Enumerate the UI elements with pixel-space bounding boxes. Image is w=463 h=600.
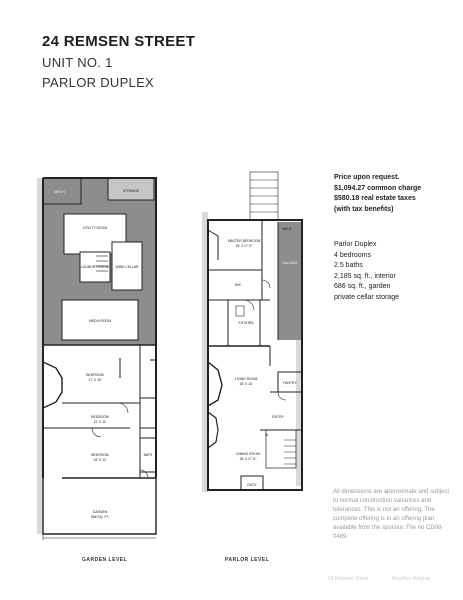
- label-bedroom-low-dim: 18' X 12': [93, 458, 107, 462]
- detail-item: 686 sq. ft., garden: [334, 283, 391, 290]
- label-utility: UTILITY ROOM: [82, 226, 108, 230]
- footer-left: 24 Remsen Street: [328, 576, 369, 582]
- detail-item: private cellar storage: [334, 293, 399, 301]
- label-storage: STORAGE: [122, 189, 140, 193]
- label-bedroom-low: BEDROOM: [91, 453, 109, 457]
- label-dining-dim: 18' X 17' 6": [239, 457, 257, 461]
- detail-item: 4 bedrooms: [334, 251, 371, 259]
- label-wine: WINE CELLAR: [115, 265, 139, 269]
- parlor-level-plan: [202, 172, 302, 492]
- label-closet: CL: [264, 433, 270, 437]
- building-address: 24 REMSEN STREET: [42, 33, 196, 50]
- label-living-dim: 18' X 16': [239, 382, 253, 386]
- label-bedroom-mid: BEDROOM: [91, 415, 109, 419]
- label-master-dim: 18' X 17' 6": [235, 244, 253, 248]
- closet: [140, 398, 156, 428]
- label-pantry: PANTRY: [283, 381, 297, 385]
- entry-hall: [266, 430, 296, 468]
- label-deck: DECK: [247, 483, 257, 487]
- label-garden: GARDEN: [92, 510, 108, 514]
- parlor-level-caption: PARLOR LEVEL: [225, 557, 270, 563]
- garden-level-plan: [37, 178, 156, 540]
- label-master: MASTER BEDROOM: [227, 239, 261, 243]
- legal-disclaimer: All dimensions are approximate and subject to normal construction variances and tolerances. This is not an offering. The complete offering is in an offering plan available from the sponsor. File no CD08-0489.: [333, 489, 450, 540]
- taxes-line: $580.18 real estate taxes: [334, 195, 416, 202]
- detail-item: Parlor Duplex: [334, 241, 377, 248]
- label-hall: HALLWAY: [282, 261, 298, 265]
- hall-shading: [278, 222, 302, 340]
- label-kitchen: KITCHEN: [238, 321, 254, 325]
- interior-stairs: [284, 440, 296, 464]
- label-garden-dim: 686 SQ. FT.: [90, 515, 110, 519]
- detail-item: 2,185 sq. ft., interior: [334, 272, 396, 280]
- label-bedroom-mid-dim: 12' X 11': [93, 420, 107, 424]
- label-media: MEDIA ROOM: [88, 319, 112, 323]
- label-laundry: LAUNDRY ROOM: [81, 265, 109, 269]
- label-mech: MECH.: [54, 190, 66, 194]
- garden-level-caption: GARDEN LEVEL: [82, 557, 128, 563]
- front-stoop: [250, 172, 278, 220]
- label-dining: DINING ROOM: [236, 452, 260, 456]
- unit-number: UNIT NO. 1: [42, 55, 113, 70]
- footer-right: Brooklyn Heights: [392, 576, 430, 582]
- label-bath: BATH: [143, 453, 153, 457]
- label-master-bath: BATH: [282, 227, 292, 231]
- tax-note-line: (with tax benefits): [334, 205, 394, 213]
- unit-type: PARLOR DUPLEX: [42, 75, 155, 90]
- label-bedroom-main-dim: 17' X 15': [88, 378, 102, 382]
- label-bedroom-main: BEDROOM: [86, 373, 104, 377]
- common-charge-line: $1,094.27 common charge: [334, 184, 422, 192]
- kitchen-counter: [236, 306, 244, 316]
- label-wic: WIC: [234, 283, 242, 287]
- label-entry: ENTRY: [272, 415, 284, 419]
- price-line: Price upon request.: [334, 174, 400, 181]
- label-living: LIVING ROOM: [234, 377, 258, 381]
- detail-item: 2.5 baths: [334, 262, 363, 269]
